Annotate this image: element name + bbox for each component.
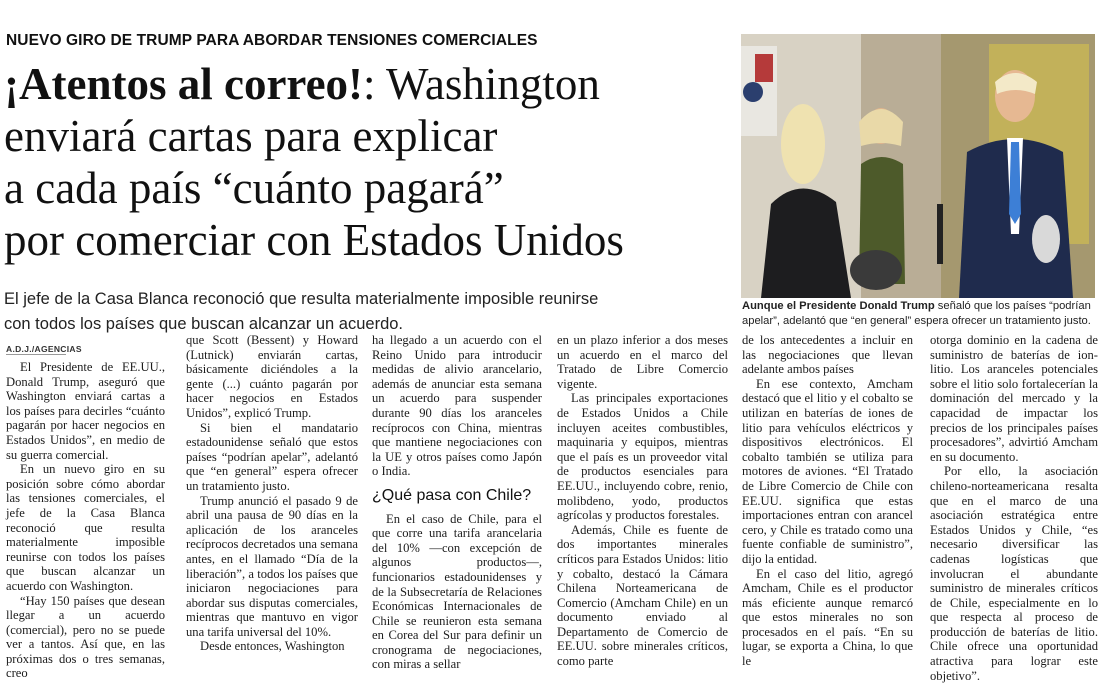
photo-caption (742, 299, 1096, 329)
subhead-line1: El jefe de la Casa Blanca reconoció que resulta materialmente imposible reunirse (4, 290, 599, 308)
caption-text: señaló que los países “podrían apelar”, adelantó que “en general” espera ofrecer un tratamiento justo. (742, 300, 1091, 327)
article-paragraph: en un plazo inferior a dos meses un acuerdo en el marco del Tratado de Libre Comercio vigente. (557, 333, 728, 391)
article-subhead (4, 287, 734, 337)
article-paragraph: El Presidente de EE.UU., Donald Trump, aseguró que Washington enviará cartas a los países para decirles “cuánto pagarán por hacer negocios en Estados Unidos”, en medio de su guerra comercial. (6, 360, 165, 462)
article-column-3 (372, 333, 542, 672)
article-kicker: NUEVO GIRO DE TRUMP PARA ABORDAR TENSIONES COMERCIALES (6, 32, 538, 49)
article-paragraph: que Scott (Bessent) y Howard (Lutnick) enviarán cartas, básicamente diciéndoles a la gente (...) cuánto pagarán por hacer negocios en Estados Unidos”, explicó Trump. (186, 333, 358, 420)
article-paragraph: Trump anunció el pasado 9 de abril una pausa de 90 días en la aplicación de los aranceles recíprocos decretados una semana antes, en el llamado “Día de la liberación”, a todos los países que iniciaron negociaciones para abordar sus disputas comerciales, mientras que mantuvo en vigor una tarifa universal del 10%. (186, 493, 358, 639)
headline-lead: ¡Atentos al correo! (4, 59, 364, 109)
article-paragraph: Las principales exportaciones de Estados Unidos a Chile incluyen aceites combustibles, maquinaria y equipos, mientras que el país es un proveedor vital de productos esenciales para EE.UU., incluyendo cobre, renio, molibdeno, yodo, productos agrícolas y productos forestales. (557, 391, 728, 523)
article-column-2 (186, 333, 358, 654)
article-paragraph: En ese contexto, Amcham destacó que el litio y el cobalto se utilizan en baterías de iones de litio para vehículos eléctricos y dispositivos electrónicos. El cobalto también se utiliza para motores de aviones. “El Tratado de Libre Comercio de Chile con EE.UU. significa que estas importaciones entran con arancel cero, y Chile es tratado como una fuente confiable de suministro”, dijo la entidad. (742, 376, 913, 566)
article-paragraph: Si bien el mandatario estadounidense señaló que estos países “podrían apelar”, adelantó que “en general” espera ofrecer un tratamiento justo. (186, 420, 358, 493)
headline-line1-rest: : Washington (363, 59, 600, 109)
byline: A.D.J./AGENCIAS (6, 344, 82, 354)
article-paragraph: de los antecedentes a incluir en las negociaciones que llevan adelante ambos países (742, 333, 913, 377)
article-paragraph: ha llegado a un acuerdo con el Reino Unido para introducir medidas de alivio arancelario, además de anunciar esta semana un acuerdo para suspender durante 90 días los aranceles recíprocos con China, mientras que mantiene negociaciones con la UE y otros países como Japón o India. (372, 333, 542, 479)
article-paragraph: Desde entonces, Washington (200, 639, 345, 654)
article-paragraph: “Hay 150 países que desean llegar a un acuerdo (comercial), pero no se puede ver a tantos. Así que, en las próximas dos o tres semanas, creo (6, 593, 165, 681)
caption-bold: Aunque el Presidente Donald Trump (742, 300, 935, 312)
article-paragraph: En el caso de Chile, para el que corre una tarifa arancelaria del 10% —con excepción de algunos productos—, funcionarios estadounidenses y de la Subsecretaría de Relaciones Económicas Internacionales de Chile se reunieron esta semana en Corea del Sur para definir un cronograma de negociaciones, con miras a sellar (372, 511, 542, 672)
headline-line4: por comerciar con Estados Unidos (4, 215, 624, 265)
news-photo (741, 34, 1095, 298)
article-column-1 (6, 360, 165, 681)
article-paragraph: En el caso del litio, agregó Amcham, Chile es el productor más eficiente aunque remarcó que estos minerales no son procesados en el país. “En su lugar, se exporta a China, lo que le (742, 566, 913, 669)
subhead-line2: con todos los países que buscan alcanzar un acuerdo. (4, 315, 404, 333)
article-paragraph: Además, Chile es fuente de dos importantes minerales críticos para Estados Unidos: litio y cobalto, destacó la Cámara Chilena Norteamericana de Comercio (Amcham Chile) en un documento enviado al Departamento de Comercio de EE.UU. sobre minerales críticos, como parte (557, 522, 728, 669)
article-paragraph: otorga dominio en la cadena de suministro de baterías de ion-litio. Los aranceles potenciales sobre el litio solo fortalecerían la dominación del mercado y la capacidad de impactar los precios de los principales países procesadores”, advirtió Amcham en su documento. (930, 333, 1098, 464)
section-heading: ¿Qué pasa con Chile? (372, 486, 532, 504)
headline-line2: enviará cartas para explicar (4, 111, 498, 161)
article-paragraph: Por ello, la asociación chileno-norteamericana resalta que en el marco de una asociación estratégica entre Estados Unidos y Chile, “es necesario diversificar las cadenas logísticas que involucran el abundante suministro de minerales críticos de Chile, especialmente en lo que respecta al proceso de producción de baterías de litio. Chile ofrece una oportunidad atractiva para lograr este objetivo”. (930, 464, 1098, 683)
article-paragraph: En un nuevo giro en su posición sobre cómo abordar las tensiones comerciales, el jefe de la Casa Blanca reconoció que resulta materialmente imposible reunirse con todos los países que buscan alcanzar un acuerdo con Washington. (6, 462, 165, 593)
byline-divider (6, 354, 66, 355)
news-photo-illustration (741, 34, 1095, 298)
article-column-5 (742, 333, 913, 669)
article-column-4 (557, 333, 728, 669)
article-headline (4, 58, 732, 266)
headline-line3: a cada país “cuánto pagará” (4, 163, 504, 213)
article-column-6 (930, 333, 1098, 683)
